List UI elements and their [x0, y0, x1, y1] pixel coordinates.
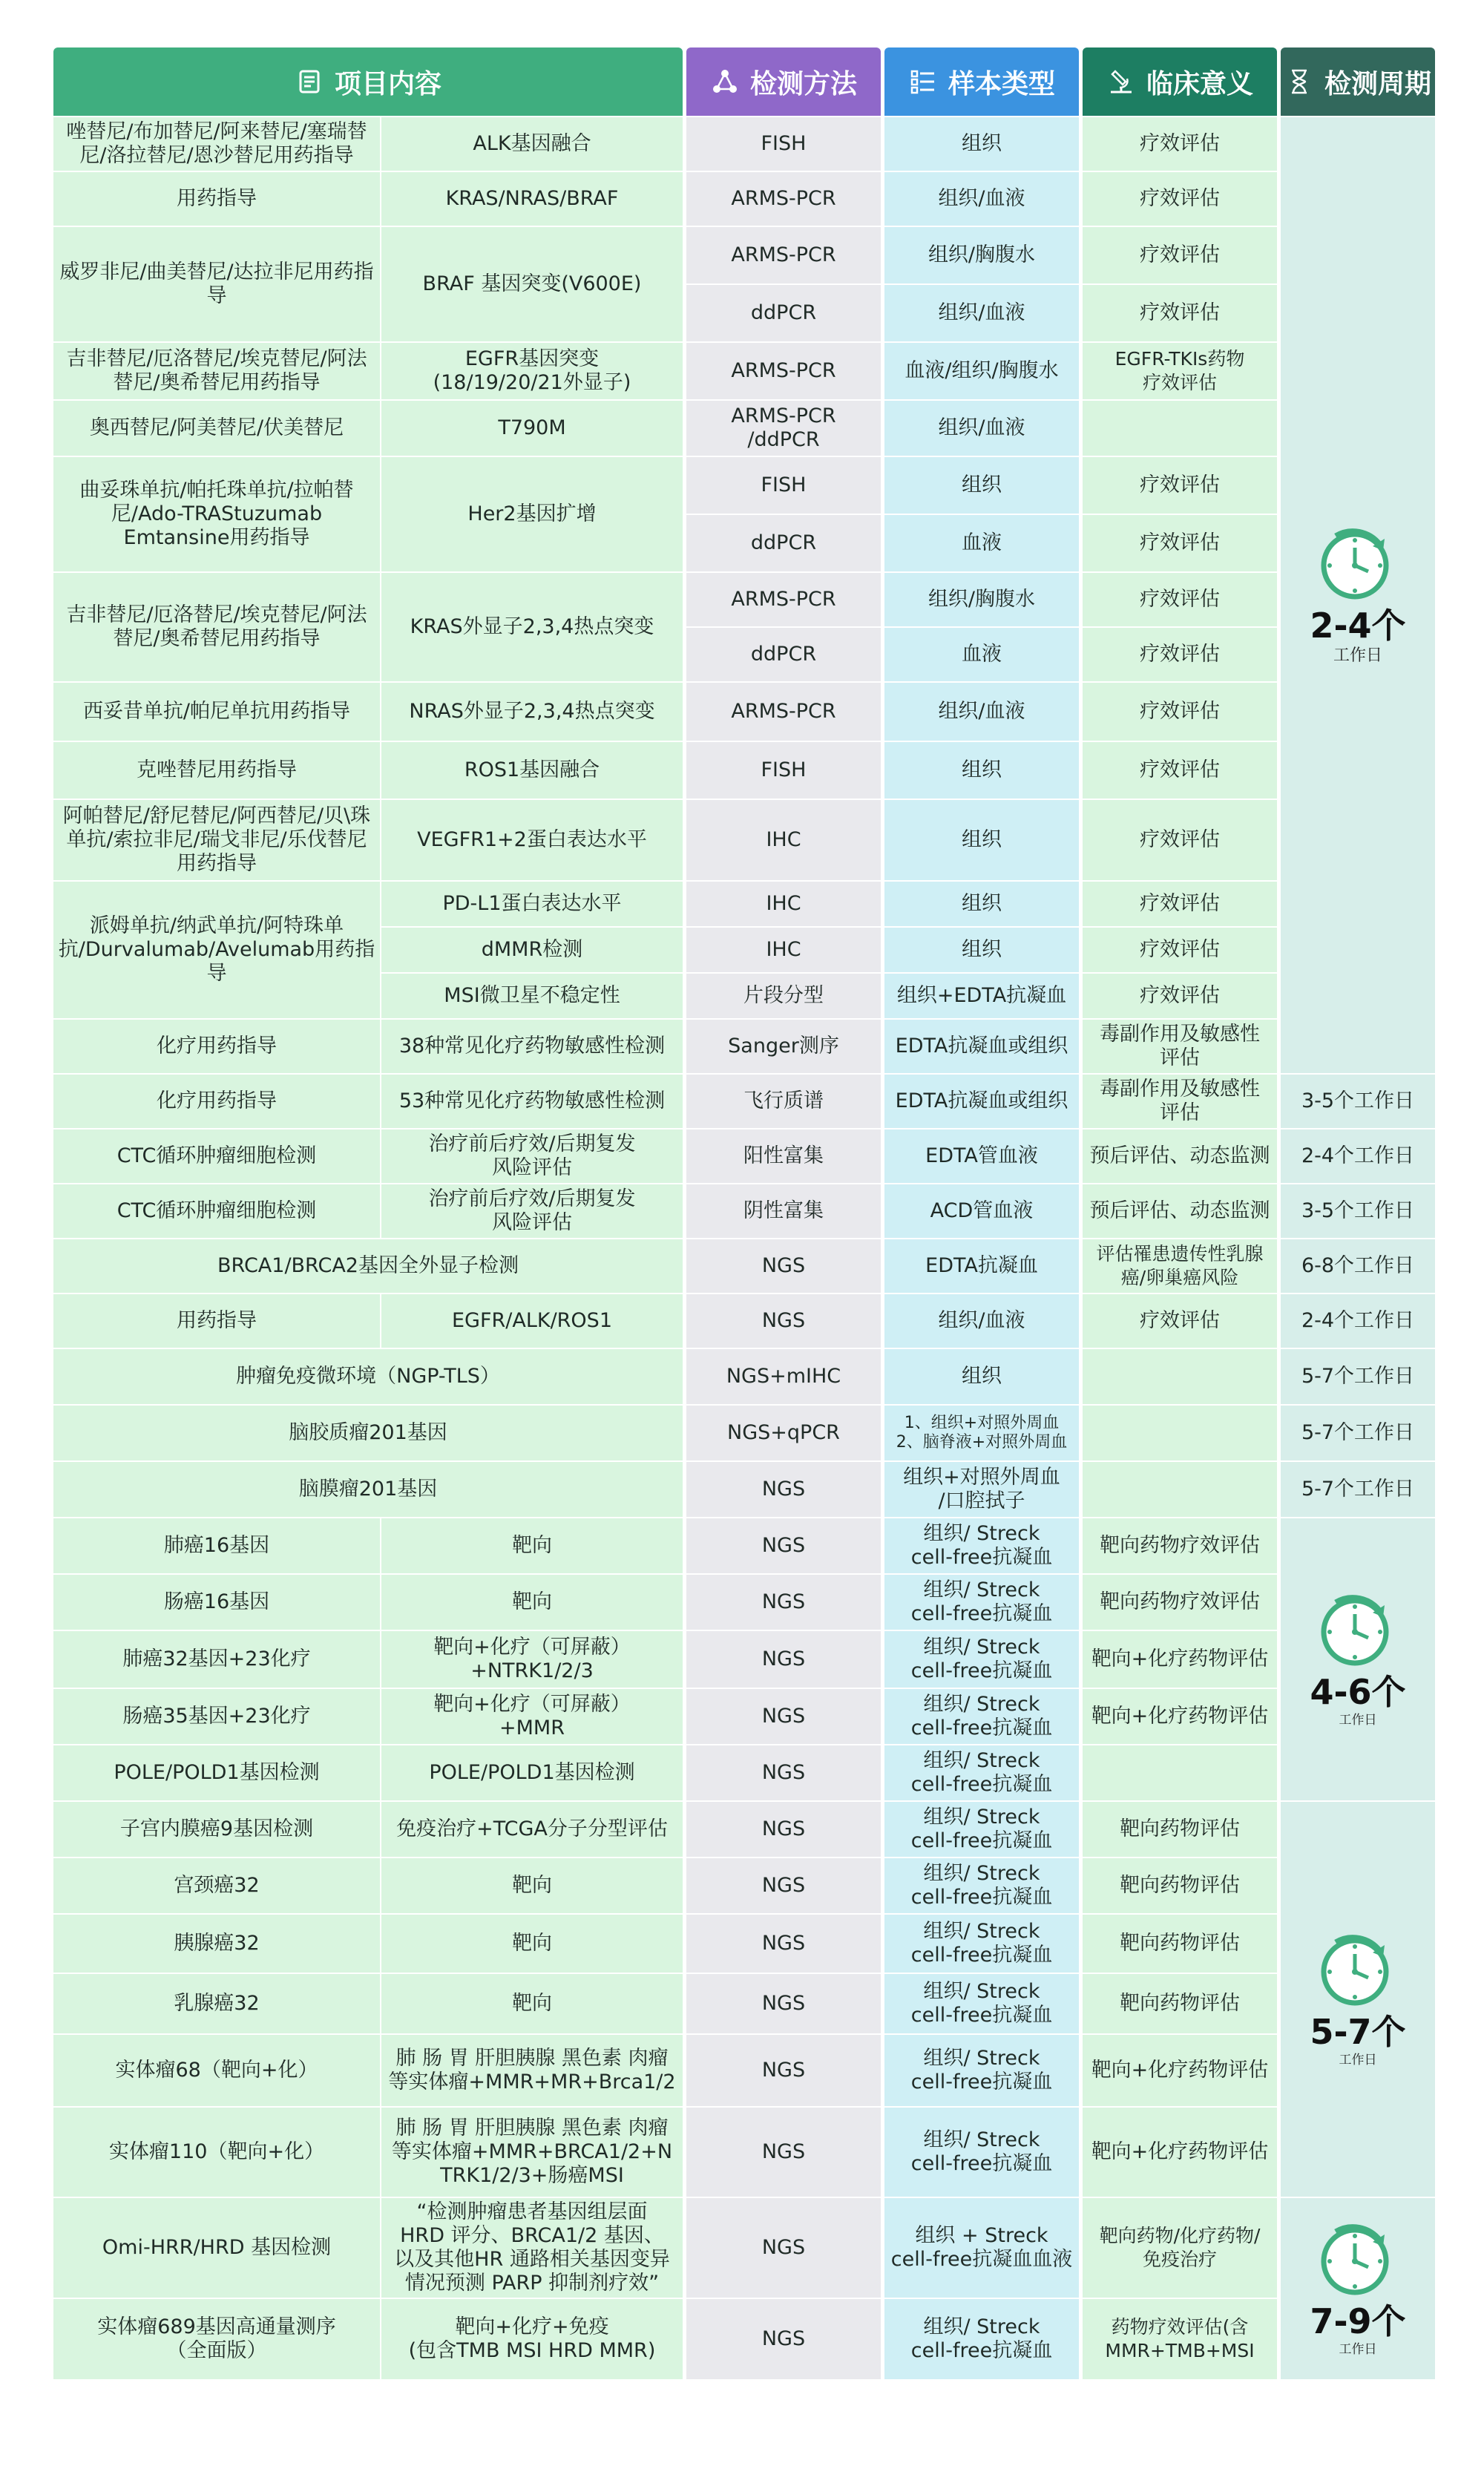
target-cell: VEGFR1+2蛋白表达水平	[381, 800, 683, 880]
period-group	[1281, 117, 1435, 1073]
sample-cell: 组织/血液	[884, 1294, 1079, 1348]
clock-icon	[1313, 524, 1402, 606]
sample-cell: 组织/胸腹水	[884, 573, 1079, 626]
target-cell: 靶向+化疗（可屏蔽） +NTRK1/2/3	[381, 1631, 683, 1688]
clinical-cell: 疗效评估	[1083, 457, 1277, 514]
drug-guide-cell: POLE/POLD1基因检测	[53, 1745, 380, 1800]
drug-guide-cell: CTC循环肿瘤细胞检测	[53, 1129, 380, 1183]
period-unit: 工作日	[1339, 1713, 1377, 1728]
method-cell: ddPCR	[686, 515, 881, 571]
method-cell: NGS	[686, 2035, 881, 2106]
drug-guide-cell: 乳腺癌32	[53, 1974, 380, 2033]
method-cell: NGS	[686, 2198, 881, 2298]
method-cell: 阳性富集	[686, 1129, 881, 1183]
period-group	[1281, 1802, 1435, 2197]
method-cell: NGS	[686, 1802, 881, 1857]
method-cell: NGS	[686, 1239, 881, 1293]
clinical-cell: 靶向药物/化疗药物/ 免疫治疗	[1083, 2198, 1277, 2298]
target-cell: 治疗前后疗效/后期复发 风险评估	[381, 1184, 683, 1238]
clinical-cell	[1083, 1406, 1277, 1460]
sample-cell: ACD管血液	[884, 1184, 1079, 1238]
clinical-cell: 疗效评估	[1083, 117, 1277, 171]
method-cell: 飞行质谱	[686, 1075, 881, 1128]
header-clinical-label: 临床意义	[1146, 68, 1253, 99]
period-value: 4-6个	[1310, 1672, 1406, 1712]
clinical-cell: 疗效评估	[1083, 573, 1277, 626]
target-cell: 靶向	[381, 1858, 683, 1913]
drug-guide-cell: 宫颈癌32	[53, 1858, 380, 1913]
sample-cell: 组织+对照外周血 /口腔拭子	[884, 1462, 1079, 1517]
sample-cell: 组织/血液	[884, 172, 1079, 226]
drug-guide-cell: 克唑替尼用药指导	[53, 742, 380, 799]
period-value: 7-9个	[1310, 2301, 1406, 2341]
clinical-cell: 靶向+化疗药物评估	[1083, 2035, 1277, 2106]
clinical-cell: 疗效评估	[1083, 974, 1277, 1018]
sample-cell: 组织	[884, 742, 1079, 799]
project-name-cell: 脑膜瘤201基因	[53, 1462, 683, 1517]
drug-guide-cell: 化疗用药指导	[53, 1075, 380, 1128]
sample-cell: 组织	[884, 800, 1079, 880]
drug-guide-cell: 肺癌32基因+23化疗	[53, 1631, 380, 1688]
sample-cell: 组织/ Streck cell-free抗凝血	[884, 1915, 1079, 1973]
clinical-cell: 疗效评估	[1083, 172, 1277, 226]
method-cell: NGS	[686, 2108, 881, 2197]
method-cell: FISH	[686, 117, 881, 171]
target-cell: KRAS/NRAS/BRAF	[381, 172, 683, 226]
microscope-icon	[1106, 67, 1136, 96]
drug-guide-cell: 吉非替尼/厄洛替尼/埃克替尼/阿法替尼/奥希替尼用药指导	[53, 573, 380, 681]
target-cell: KRAS外显子2,3,4热点突变	[381, 573, 683, 681]
project-name-cell: BRCA1/BRCA2基因全外显子检测	[53, 1239, 683, 1293]
period-cell: 6-8个工作日	[1281, 1239, 1435, 1293]
sample-cell: 组织/ Streck cell-free抗凝血	[884, 1631, 1079, 1688]
drug-guide-cell: 肠癌35基因+23化疗	[53, 1689, 380, 1744]
clinical-cell: 疗效评估	[1083, 928, 1277, 972]
period-cell: 2-4个工作日	[1281, 1129, 1435, 1183]
clinical-cell: 靶向药物评估	[1083, 1915, 1277, 1973]
header-cycle	[1281, 47, 1435, 116]
clinical-cell: 疗效评估	[1083, 800, 1277, 880]
clinical-cell: 疗效评估	[1083, 1294, 1277, 1348]
period-value: 2-4个	[1310, 606, 1406, 646]
sample-cell: 1、组织+对照外周血 2、脑脊液+对照外周血	[884, 1406, 1079, 1460]
method-cell: 阴性富集	[686, 1184, 881, 1238]
target-cell: EGFR基因突变 (18/19/20/21外显子)	[381, 343, 683, 399]
method-cell: NGS	[686, 1745, 881, 1800]
method-cell: ARMS-PCR /ddPCR	[686, 401, 881, 456]
target-cell: 靶向	[381, 1575, 683, 1630]
drug-guide-cell: 实体瘤689基因高通量测序 （全面版）	[53, 2299, 380, 2379]
drug-guide-cell: 奥西替尼/阿美替尼/伏美替尼	[53, 401, 380, 456]
clinical-cell: EGFR-TKIs药物 疗效评估	[1083, 343, 1277, 399]
drug-guide-cell: 阿帕替尼/舒尼替尼/阿西替尼/贝\珠单抗/索拉非尼/瑞戈非尼/乐伐替尼用药指导	[53, 800, 380, 880]
drug-guide-cell: 派姆单抗/纳武单抗/阿特珠单抗/Durvalumab/Avelumab用药指导	[53, 882, 380, 1018]
sample-cell: 组织/ Streck cell-free抗凝血	[884, 1858, 1079, 1913]
drug-guide-cell: 唑替尼/布加替尼/阿来替尼/塞瑞替尼/洛拉替尼/恩沙替尼用药指导	[53, 117, 380, 171]
method-cell: ARMS-PCR	[686, 172, 881, 226]
sample-cell: 组织+EDTA抗凝血	[884, 974, 1079, 1018]
clinical-cell: 靶向药物评估	[1083, 1974, 1277, 2033]
drug-guide-cell: 用药指导	[53, 1294, 380, 1348]
period-cell: 2-4个工作日	[1281, 1294, 1435, 1348]
sample-cell: EDTA管血液	[884, 1129, 1079, 1183]
sample-cell: 组织 + Streck cell-free抗凝血血液	[884, 2198, 1079, 2298]
drug-guide-cell: 实体瘤110（靶向+化）	[53, 2108, 380, 2197]
method-cell: FISH	[686, 742, 881, 799]
sample-cell: 组织/ Streck cell-free抗凝血	[884, 1802, 1079, 1857]
sample-cell: 组织/ Streck cell-free抗凝血	[884, 2299, 1079, 2379]
header-project-label: 项目内容	[334, 68, 441, 99]
target-cell: 肺 肠 胃 肝胆胰腺 黑色素 肉瘤 等实体瘤+MMR+MR+Brca1/2	[381, 2035, 683, 2106]
method-cell: ddPCR	[686, 628, 881, 681]
drug-guide-cell: 威罗非尼/曲美替尼/达拉非尼用药指导	[53, 227, 380, 341]
drug-guide-cell: 肠癌16基因	[53, 1575, 380, 1630]
target-cell: ALK基因融合	[381, 117, 683, 171]
sample-cell: 组织	[884, 117, 1079, 171]
sample-cell: 组织/ Streck cell-free抗凝血	[884, 1518, 1079, 1573]
sample-cell: EDTA抗凝血或组织	[884, 1020, 1079, 1073]
clinical-cell: 靶向药物评估	[1083, 1858, 1277, 1913]
header-sample	[884, 47, 1079, 116]
target-cell: NRAS外显子2,3,4热点突变	[381, 683, 683, 741]
clinical-cell: 靶向+化疗药物评估	[1083, 1631, 1277, 1688]
sample-cell: EDTA抗凝血	[884, 1239, 1079, 1293]
clinical-cell: 疗效评估	[1083, 882, 1277, 926]
sample-cell: EDTA抗凝血或组织	[884, 1075, 1079, 1128]
clinical-cell: 疗效评估	[1083, 683, 1277, 741]
sample-cell: 组织/血液	[884, 401, 1079, 456]
sample-cell: 组织	[884, 882, 1079, 926]
target-cell: T790M	[381, 401, 683, 456]
method-cell: ARMS-PCR	[686, 227, 881, 283]
clinical-cell: 评估罹患遗传性乳腺 癌/卵巢癌风险	[1083, 1239, 1277, 1293]
sample-cell: 组织	[884, 928, 1079, 972]
drug-guide-cell: Omi-HRR/HRD 基因检测	[53, 2198, 380, 2298]
target-cell: 38种常见化疗药物敏感性检测	[381, 1020, 683, 1073]
drug-guide-cell: 用药指导	[53, 172, 380, 226]
method-cell: ARMS-PCR	[686, 343, 881, 399]
drug-guide-cell: 化疗用药指导	[53, 1020, 380, 1073]
period-cell: 3-5个工作日	[1281, 1075, 1435, 1128]
sample-cell: 组织/血液	[884, 285, 1079, 341]
period-group	[1281, 2198, 1435, 2379]
clinical-cell: 靶向药物疗效评估	[1083, 1518, 1277, 1573]
clinical-cell: 靶向药物评估	[1083, 1802, 1277, 1857]
header-cycle-label: 检测周期	[1324, 68, 1431, 99]
method-cell: NGS+mIHC	[686, 1349, 881, 1404]
target-cell: EGFR/ALK/ROS1	[381, 1294, 683, 1348]
method-cell: ARMS-PCR	[686, 573, 881, 626]
clinical-cell: 药物疗效评估(含 MMR+TMB+MSI	[1083, 2299, 1277, 2379]
document-icon	[295, 67, 324, 96]
target-cell: 治疗前后疗效/后期复发 风险评估	[381, 1129, 683, 1183]
drug-guide-cell: 子宫内膜癌9基因检测	[53, 1802, 380, 1857]
target-cell: BRAF 基因突变(V600E)	[381, 227, 683, 341]
clinical-cell: 预后评估、动态监测	[1083, 1184, 1277, 1238]
drug-guide-cell: 肺癌16基因	[53, 1518, 380, 1573]
clinical-cell: 疗效评估	[1083, 628, 1277, 681]
method-cell: NGS	[686, 1974, 881, 2033]
clinical-cell: 靶向+化疗药物评估	[1083, 2108, 1277, 2197]
period-cell: 3-5个工作日	[1281, 1184, 1435, 1238]
clinical-cell: 毒副作用及敏感性 评估	[1083, 1075, 1277, 1128]
clinical-cell: 疗效评估	[1083, 515, 1277, 571]
method-cell: ddPCR	[686, 285, 881, 341]
method-cell: NGS	[686, 1518, 881, 1573]
clinical-cell: 疗效评估	[1083, 227, 1277, 283]
period-cell: 5-7个工作日	[1281, 1349, 1435, 1404]
target-cell: 靶向+化疗+免疫 (包含TMB MSI HRD MMR)	[381, 2299, 683, 2379]
period-cell: 5-7个工作日	[1281, 1462, 1435, 1517]
clinical-cell	[1083, 1745, 1277, 1800]
sample-cell: 组织	[884, 457, 1079, 514]
hourglass-icon	[1284, 67, 1314, 96]
target-cell: 肺 肠 胃 肝胆胰腺 黑色素 肉瘤 等实体瘤+MMR+BRCA1/2+N TRK1/2/3+肠癌MSI	[381, 2108, 683, 2197]
method-cell: NGS	[686, 1858, 881, 1913]
period-unit: 工作日	[1339, 2053, 1377, 2068]
target-cell: “检测肿瘤患者基因组层面 HRD 评分、BRCA1/2 基因、 以及其他HR 通路相关基因变异 情况预测 PARP 抑制剂疗效”	[381, 2198, 683, 2298]
drug-guide-cell: CTC循环肿瘤细胞检测	[53, 1184, 380, 1238]
clinical-cell: 靶向+化疗药物评估	[1083, 1689, 1277, 1744]
method-cell: NGS	[686, 1631, 881, 1688]
target-cell: 靶向	[381, 1518, 683, 1573]
clinical-cell: 疗效评估	[1083, 742, 1277, 799]
method-cell: IHC	[686, 928, 881, 972]
method-cell: IHC	[686, 800, 881, 880]
sample-cell: 组织/胸腹水	[884, 227, 1079, 283]
sample-cell: 组织/ Streck cell-free抗凝血	[884, 2108, 1079, 2197]
target-cell: 靶向	[381, 1915, 683, 1973]
sample-cell: 组织/ Streck cell-free抗凝血	[884, 1745, 1079, 1800]
method-cell: Sanger测序	[686, 1020, 881, 1073]
target-cell: MSI微卫星不稳定性	[381, 974, 683, 1018]
sample-cell: 血液/组织/胸腹水	[884, 343, 1079, 399]
molecule-icon	[710, 67, 740, 96]
drug-guide-cell: 西妥昔单抗/帕尼单抗用药指导	[53, 683, 380, 741]
clinical-cell: 毒副作用及敏感性 评估	[1083, 1020, 1277, 1073]
list-icon	[908, 67, 938, 96]
header-sample-label: 样本类型	[948, 68, 1055, 99]
clinical-cell: 靶向药物疗效评估	[1083, 1575, 1277, 1630]
clinical-cell: 预后评估、动态监测	[1083, 1129, 1277, 1183]
sample-cell: 组织/ Streck cell-free抗凝血	[884, 1974, 1079, 2033]
clinical-cell	[1083, 401, 1277, 456]
drug-guide-cell: 曲妥珠单抗/帕托珠单抗/拉帕替尼/Ado-TRAStuzumab Emtansine用药指导	[53, 457, 380, 571]
project-name-cell: 脑胶质瘤201基因	[53, 1406, 683, 1460]
method-cell: FISH	[686, 457, 881, 514]
sample-cell: 血液	[884, 515, 1079, 571]
target-cell: 免疫治疗+TCGA分子分型评估	[381, 1802, 683, 1857]
header-method-label: 检测方法	[749, 68, 857, 99]
drug-guide-cell: 胰腺癌32	[53, 1915, 380, 1973]
method-cell: IHC	[686, 882, 881, 926]
clinical-cell	[1083, 1462, 1277, 1517]
clock-icon	[1313, 1930, 1402, 2012]
method-cell: NGS	[686, 2299, 881, 2379]
clock-icon	[1313, 1590, 1402, 1672]
period-group	[1281, 1518, 1435, 1800]
header-clinical	[1083, 47, 1277, 116]
method-cell: NGS	[686, 1689, 881, 1744]
method-cell: NGS	[686, 1575, 881, 1630]
target-cell: POLE/POLD1基因检测	[381, 1745, 683, 1800]
header-project	[53, 47, 683, 116]
period-value: 5-7个	[1310, 2012, 1406, 2052]
target-cell: dMMR检测	[381, 928, 683, 972]
target-cell: 靶向+化疗（可屏蔽） +MMR	[381, 1689, 683, 1744]
drug-guide-cell: 吉非替尼/厄洛替尼/埃克替尼/阿法替尼/奥希替尼用药指导	[53, 343, 380, 399]
sample-cell: 组织/血液	[884, 683, 1079, 741]
clock-icon	[1313, 2220, 1402, 2301]
method-cell: NGS	[686, 1462, 881, 1517]
sample-cell: 组织/ Streck cell-free抗凝血	[884, 1575, 1079, 1630]
target-cell: 53种常见化疗药物敏感性检测	[381, 1075, 683, 1128]
target-cell: ROS1基因融合	[381, 742, 683, 799]
method-cell: NGS	[686, 1294, 881, 1348]
method-cell: NGS	[686, 1915, 881, 1973]
method-cell: NGS+qPCR	[686, 1406, 881, 1460]
project-name-cell: 肿瘤免疫微环境（NGP-TLS）	[53, 1349, 683, 1404]
period-cell: 5-7个工作日	[1281, 1406, 1435, 1460]
period-unit: 工作日	[1339, 2342, 1377, 2357]
target-cell: 靶向	[381, 1974, 683, 2033]
method-cell: 片段分型	[686, 974, 881, 1018]
header-method	[686, 47, 881, 116]
sample-cell: 组织/ Streck cell-free抗凝血	[884, 1689, 1079, 1744]
method-cell: ARMS-PCR	[686, 683, 881, 741]
target-cell: PD-L1蛋白表达水平	[381, 882, 683, 926]
drug-guide-cell: 实体瘤68（靶向+化）	[53, 2035, 380, 2106]
sample-cell: 组织/ Streck cell-free抗凝血	[884, 2035, 1079, 2106]
period-unit: 工作日	[1333, 646, 1382, 665]
clinical-cell: 疗效评估	[1083, 285, 1277, 341]
clinical-cell	[1083, 1349, 1277, 1404]
sample-cell: 血液	[884, 628, 1079, 681]
sample-cell: 组织	[884, 1349, 1079, 1404]
target-cell: Her2基因扩增	[381, 457, 683, 571]
